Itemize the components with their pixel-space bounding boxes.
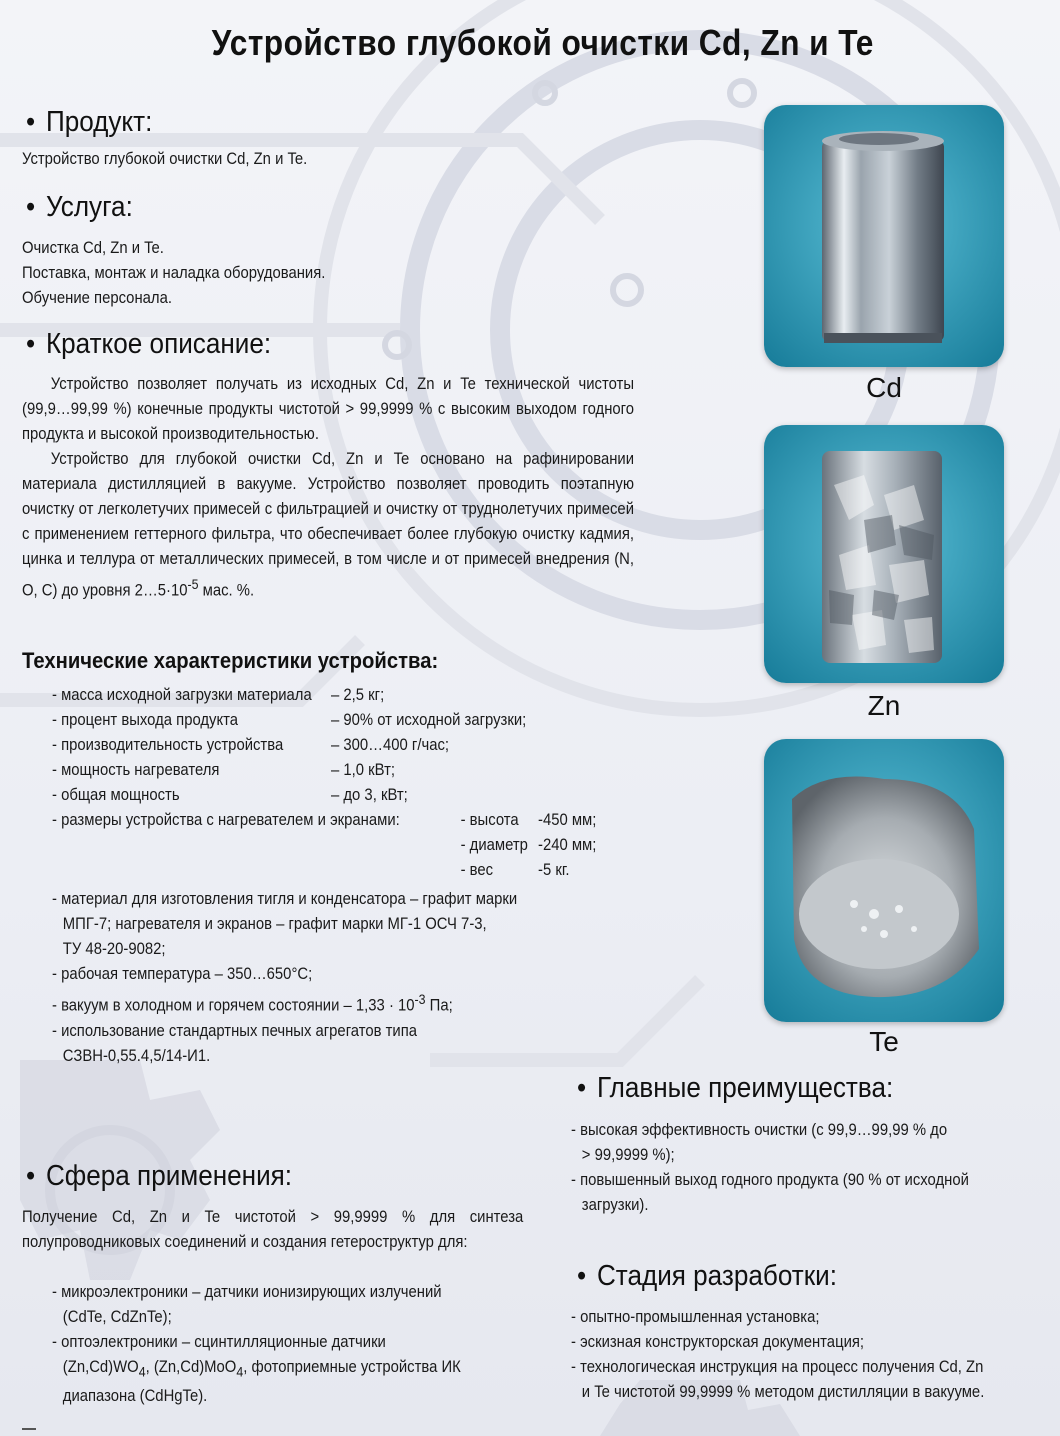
page-title: Устройство глубокой очистки Cd, Zn и Te <box>211 22 874 63</box>
temperature-spec: - рабочая температура – 350…650°C; <box>52 965 313 983</box>
formula-part: , (Zn,Cd)MoO <box>145 1358 237 1376</box>
cd-label: Cd <box>866 372 902 403</box>
advantage-line: > 99,9999 %); <box>581 1146 675 1164</box>
material-spec <box>52 887 628 962</box>
spec-key: - процент выхода продукта <box>52 711 239 729</box>
dims-item <box>461 833 597 858</box>
service-list <box>22 236 325 311</box>
formula-subscript: 4 <box>236 1364 244 1380</box>
stage-line: - технологическая инструкция на процесс получения Cd, Zn <box>571 1358 984 1376</box>
furnace-line: СЗВН-0,55.4,5/14-И1. <box>62 1046 211 1065</box>
bullet: • <box>26 1160 36 1192</box>
page-corner-mark <box>22 1428 36 1430</box>
advantage-item <box>571 1168 1039 1218</box>
description-paragraph-2 <box>22 447 634 604</box>
dims-spacer <box>52 833 461 858</box>
advantages-heading-label: Главные преимущества: <box>596 1072 894 1104</box>
advantage-line: - повышенный выход годного продукта (90 % от исходной <box>571 1171 969 1189</box>
dims-row <box>52 808 628 833</box>
stage-item: - эскизная конструкторская документация; <box>571 1333 865 1351</box>
application-line: диапазона (CdHgTe). <box>62 1387 208 1406</box>
te-sample-photo <box>764 739 1004 1022</box>
application-list <box>52 1280 538 1409</box>
stage-item: - опытно-промышленная установка; <box>571 1308 820 1326</box>
dims-key: - вес <box>460 861 494 879</box>
application-heading-label: Сфера применения: <box>45 1160 293 1192</box>
zn-label: Zn <box>867 690 901 721</box>
product-heading <box>26 106 152 139</box>
spec-row <box>52 783 628 808</box>
application-item-opto <box>52 1330 538 1409</box>
material-line: МПГ-7; нагревателя и экранов – графит марки МГ-1 ОСЧ 7-3, <box>62 915 487 933</box>
spec-key: - масса исходной загрузки материала <box>52 686 312 704</box>
description-p2-unit: мас. %. <box>198 581 255 600</box>
application-item-micro <box>52 1280 538 1330</box>
dims-row <box>52 858 628 883</box>
dims-item <box>461 858 570 883</box>
advantage-item <box>571 1118 1039 1168</box>
stage-item <box>571 1355 1057 1405</box>
formula-part: , фотоприемные устройства ИК <box>243 1358 461 1376</box>
spec-row <box>52 683 628 708</box>
description-paragraph-1: Устройство позволяет получать из исходных Cd, Zn и Te технической чистоты (99,9…99,99 %) конечные продукты чистотой > 99,9999 % с высоким выходом годного продукта и высокой производительностью. <box>22 375 635 443</box>
formula-part: (Zn,Cd)WO <box>62 1358 139 1376</box>
tech-specs <box>52 683 628 1069</box>
spec-value: – 2,5 кг; <box>331 686 385 704</box>
application-line: - микроэлектроники – датчики ионизирующих излучений <box>52 1283 442 1301</box>
dims-key: - диаметр <box>460 836 528 854</box>
spec-row <box>52 758 628 783</box>
bullet: • <box>577 1260 587 1292</box>
advantage-line: загрузки). <box>581 1196 649 1214</box>
advantages-list <box>571 1118 1039 1218</box>
spec-row <box>52 708 628 733</box>
bullet: • <box>26 106 36 138</box>
material-line: - материал для изготовления тигля и конденсатора – графит марки <box>52 890 518 908</box>
bullet: • <box>577 1072 587 1104</box>
vacuum-unit: Па; <box>425 996 453 1015</box>
dims-item <box>461 808 597 833</box>
zn-sample-photo <box>764 425 1004 683</box>
dims-row <box>52 833 628 858</box>
spec-value: – 300…400 г/час; <box>331 736 450 754</box>
formula-subscript: 4 <box>138 1364 146 1380</box>
stage-list <box>571 1305 1057 1405</box>
spec-key: - мощность нагревателя <box>52 761 220 779</box>
stage-heading-label: Стадия разработки: <box>596 1260 838 1292</box>
dims-label: - размеры устройства с нагревателем и экранами: <box>52 811 400 829</box>
application-line: (CdTe, CdZnTe); <box>62 1308 172 1326</box>
dims-value: -5 кг. <box>538 861 570 879</box>
material-line: ТУ 48-20-9082; <box>62 940 166 958</box>
application-intro: Получение Cd, Zn и Te чистотой > 99,9999 % для синтеза полупроводниковых соединений и создания гетероструктур для: <box>22 1208 524 1251</box>
description-p2-text: Устройство для глубокой очистки Cd, Zn и Te основано на рафинировании материала дистилляцией в вакууме. Устройство позволяет проводить поэтапную очистку от легколетучих примесей с фильтрацией и очистку от труднолетучих примесей с применением геттерного фильтра, что обеспечивает более глубокую очистку кадмия, цинка и теллура от металлических примесей, в том числе и от примесей внедрения (N, O, C) до уровня 2…5·10 <box>22 450 635 600</box>
application-line <box>52 1355 538 1384</box>
spec-row <box>52 733 628 758</box>
stage-line: и Te чистотой 99,9999 % методом дистилляции в вакууме. <box>581 1383 985 1401</box>
tech-heading: Технические характеристики устройства: <box>22 648 439 673</box>
description-heading-label: Краткое описание: <box>45 328 272 360</box>
bullet: • <box>26 191 36 223</box>
description-body <box>22 372 634 604</box>
te-crucible-image <box>764 739 1004 1022</box>
stage-heading <box>577 1260 837 1293</box>
product-text: Устройство глубокой очистки Cd, Zn и Te. <box>22 150 308 168</box>
vacuum-spec <box>52 987 628 1019</box>
application-line: - оптоэлектроники – сцинтилляционные датчики <box>52 1333 386 1351</box>
spec-key: - общая мощность <box>52 786 180 804</box>
dims-spacer <box>52 858 461 883</box>
vacuum-text: - вакуум в холодном и горячем состоянии – 1,33 · 10 <box>52 996 415 1015</box>
spec-value: – 1,0 кВт; <box>331 761 395 779</box>
zn-cylinder-image <box>764 425 1004 683</box>
dims-key: - высота <box>460 811 519 829</box>
description-heading <box>26 328 271 361</box>
spec-value: – до 3, кВт; <box>331 786 408 804</box>
cd-sample-photo <box>764 105 1004 367</box>
service-line: Поставка, монтаж и наладка оборудования. <box>22 264 326 282</box>
product-heading-label: Продукт: <box>45 106 153 138</box>
spec-key: - производительность устройства <box>52 736 284 754</box>
bullet: • <box>26 328 36 360</box>
advantage-line: - высокая эффективность очистки (с 99,9…99,99 % до <box>571 1121 948 1139</box>
furnace-line: - использование стандартных печных агрегатов типа <box>52 1021 418 1040</box>
service-line: Очистка Cd, Zn и Te. <box>22 239 164 257</box>
vacuum-exponent: -3 <box>414 992 426 1007</box>
service-heading <box>26 191 133 224</box>
cd-cylinder-image <box>764 105 1004 367</box>
furnace-spec <box>52 1019 628 1069</box>
dims-value: -240 мм; <box>538 836 597 854</box>
description-p2-exponent: -5 <box>187 577 199 592</box>
service-line: Обучение персонала. <box>22 289 172 307</box>
te-label: Te <box>869 1026 899 1057</box>
advantages-heading <box>577 1072 893 1105</box>
application-heading <box>26 1160 292 1193</box>
service-heading-label: Услуга: <box>45 191 133 223</box>
dims-value: -450 мм; <box>538 811 597 829</box>
spec-value: – 90% от исходной загрузки; <box>331 711 527 729</box>
